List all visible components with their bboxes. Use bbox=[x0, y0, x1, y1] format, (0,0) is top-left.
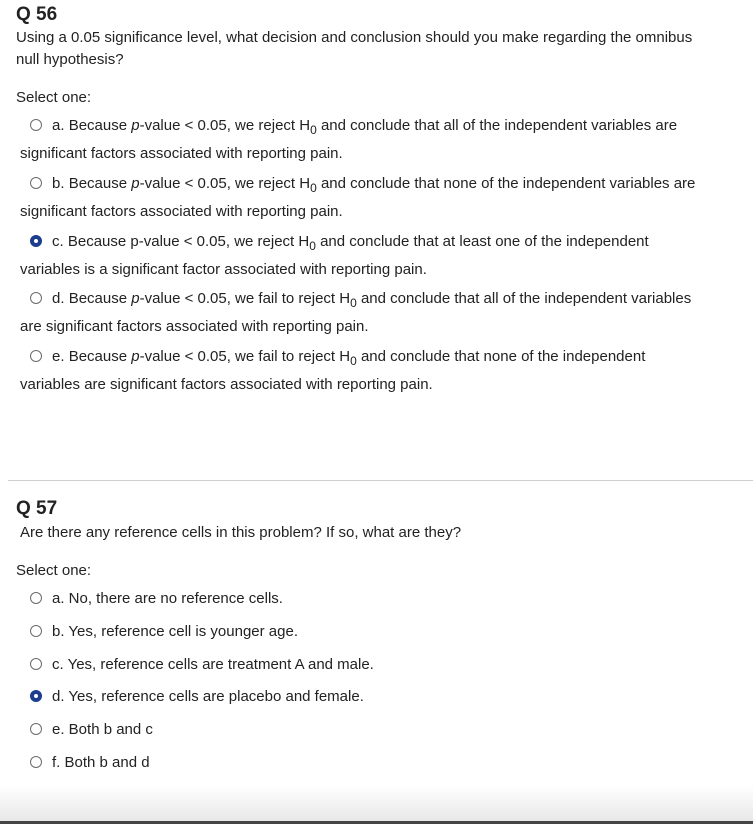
q57-option-f[interactable]: f. Both b and d bbox=[30, 751, 710, 775]
radio-button[interactable] bbox=[30, 119, 42, 131]
q56-option-c[interactable]: c. Because p-value < 0.05, we reject $H_0$ and conclude that at least one of the independent variables is a significant factor associated with reporting pain. bbox=[20, 233, 649, 278]
radio-button[interactable] bbox=[30, 350, 42, 362]
q56-option-e[interactable]: e. Because p-value < 0.05, we fail to reject $H_0$ and conclude that none of the independent variables are significant factors associated with reporting pain. bbox=[20, 348, 646, 393]
q56-question: Using a 0.05 significance level, what decision and conclusion should you make regarding the omnibus null hypothesis? bbox=[16, 29, 693, 68]
radio-button[interactable] bbox=[30, 658, 42, 670]
q56-title: Q 56 bbox=[16, 4, 58, 25]
radio-button[interactable] bbox=[30, 625, 42, 637]
question-divider bbox=[8, 480, 753, 481]
q57-option-d[interactable]: d. Yes, reference cells are placebo and female. bbox=[30, 685, 710, 709]
q57-select-label: Select one: bbox=[16, 562, 92, 579]
bottom-shadow bbox=[0, 786, 753, 822]
q57-question: Are there any reference cells in this problem? If so, what are they? bbox=[20, 524, 462, 541]
radio-button[interactable] bbox=[30, 592, 42, 604]
q56-option-d[interactable]: d. Because p-value < 0.05, we fail to reject $H_0$ and conclude that all of the independent variables are significant factors associated with reporting pain. bbox=[20, 290, 692, 335]
q57-option-b[interactable]: b. Yes, reference cell is younger age. bbox=[30, 620, 710, 644]
radio-button[interactable] bbox=[30, 723, 42, 735]
q56-select-label: Select one: bbox=[16, 89, 92, 106]
radio-button[interactable] bbox=[30, 756, 42, 768]
q56-option-a[interactable]: a. Because p-value < 0.05, we reject $H_0$ and conclude that all of the independent variables are significant factors associated with reporting pain. bbox=[20, 117, 678, 162]
q57-option-c[interactable]: c. Yes, reference cells are treatment A and male. bbox=[30, 653, 710, 677]
radio-button-selected[interactable] bbox=[30, 690, 42, 702]
q56-option-b[interactable]: b. Because p-value < 0.05, we reject $H_0$ and conclude that none of the independent variables are significant factors associated with reporting pain. bbox=[20, 175, 696, 220]
radio-button-selected[interactable] bbox=[30, 235, 42, 247]
q57-option-a[interactable]: a. No, there are no reference cells. bbox=[30, 587, 710, 611]
q57-title: Q 57 bbox=[16, 498, 58, 519]
radio-button[interactable] bbox=[30, 177, 42, 189]
radio-button[interactable] bbox=[30, 292, 42, 304]
q57-option-e[interactable]: e. Both b and c bbox=[30, 718, 710, 742]
